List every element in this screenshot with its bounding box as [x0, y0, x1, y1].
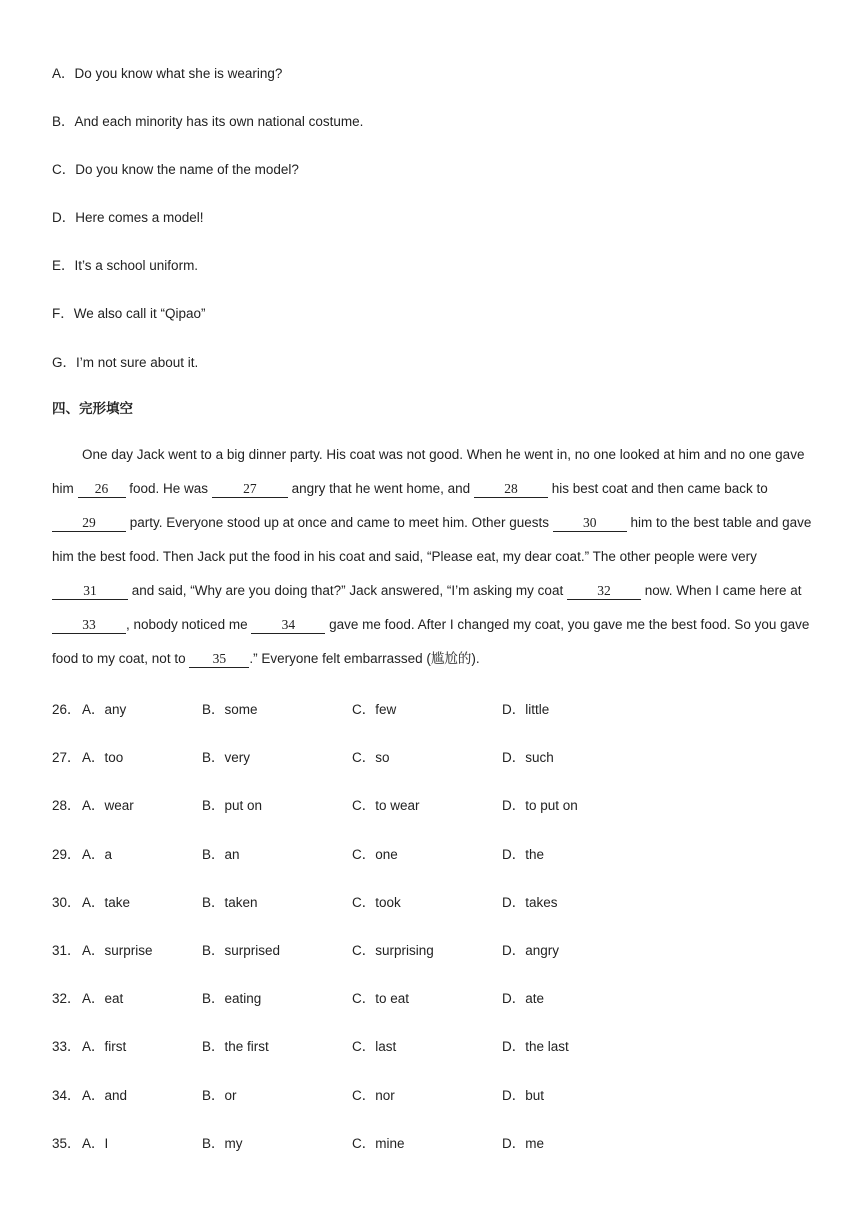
choice-b: B．eating [202, 991, 262, 1006]
choice-d: D．angry [502, 943, 560, 958]
option-g: G．I’m not sure about it. [52, 355, 199, 370]
passage-text: .” Everyone felt embarrassed (尴尬的). [249, 651, 480, 666]
question-number: 27． [52, 750, 81, 765]
choice-c: C．to wear [352, 798, 420, 813]
blank-28: 28 [474, 481, 548, 498]
passage-text: him to the best table and gave him the best food. Then Jack put the food in his coat and said, “Please eat, my dear coat.” The other people were very [52, 515, 812, 564]
choice-a: A．wear [82, 798, 134, 813]
choice-b: B．surprised [202, 943, 281, 958]
blank-26: 26 [78, 481, 126, 498]
question-number: 34． [52, 1088, 81, 1103]
option-c: C．Do you know the name of the model? [52, 162, 299, 177]
blank-27: 27 [212, 481, 288, 498]
question-number: 29． [52, 847, 81, 862]
choice-c: C．mine [352, 1136, 405, 1151]
question-row [52, 1035, 752, 1055]
passage-text: , nobody noticed me [126, 617, 252, 632]
choice-a: A．surprise [82, 943, 153, 958]
choice-c: C．few [352, 702, 397, 717]
choice-c: C．nor [352, 1088, 395, 1103]
choice-b: B．very [202, 750, 251, 765]
question-row [52, 891, 752, 911]
choice-a: A．any [82, 702, 127, 717]
choice-a: A．too [82, 750, 124, 765]
blank-32: 32 [567, 583, 641, 600]
question-number: 35． [52, 1136, 81, 1151]
option-e: E．It’s a school uniform. [52, 258, 199, 273]
choice-d: D．me [502, 1136, 545, 1151]
question-row [52, 939, 752, 959]
question-number: 31． [52, 943, 81, 958]
section-title: 四、完形填空 [52, 401, 133, 416]
choice-c: C．took [352, 895, 401, 910]
blank-33: 33 [52, 617, 126, 634]
choice-b: B．some [202, 702, 258, 717]
passage-text: One day Jack went to a big dinner party. His coat was not good. When he went in, no one looked at him and no one gave him [52, 447, 805, 496]
choice-c: C．surprising [352, 943, 434, 958]
choice-d: D．the last [502, 1039, 569, 1054]
choice-b: B．an [202, 847, 240, 862]
question-row [52, 1084, 752, 1104]
blank-31: 31 [52, 583, 128, 600]
question-row [52, 794, 752, 814]
blank-29: 29 [52, 515, 126, 532]
choice-b: B．or [202, 1088, 237, 1103]
blank-35: 35 [189, 651, 249, 668]
option-f: F．We also call it “Qipao” [52, 306, 206, 321]
cloze-passage [52, 438, 812, 676]
choice-a: A．I [82, 1136, 109, 1151]
passage-text: his best coat and then came back to [547, 481, 768, 496]
question-row [52, 987, 752, 1007]
choice-c: C．last [352, 1039, 397, 1054]
choice-c: C．one [352, 847, 398, 862]
choice-d: D．little [502, 702, 550, 717]
choice-d: D．the [502, 847, 545, 862]
choice-d: D．to put on [502, 798, 578, 813]
choice-b: B．taken [202, 895, 258, 910]
choice-d: D．takes [502, 895, 558, 910]
passage-text: gave me food. After I changed my coat, you gave me the best food. So you gave food to my coat, not to [52, 617, 810, 666]
choice-b: B．put on [202, 798, 263, 813]
choice-b: B．the first [202, 1039, 269, 1054]
choice-a: A．eat [82, 991, 124, 1006]
choice-d: D．such [502, 750, 554, 765]
question-row [52, 1132, 752, 1152]
question-number: 30． [52, 895, 81, 910]
choice-a: A．and [82, 1088, 128, 1103]
option-a: A．Do you know what she is wearing? [52, 66, 283, 81]
choice-a: A．first [82, 1039, 127, 1054]
option-b: B．And each minority has its own national costume. [52, 114, 364, 129]
question-row [52, 698, 752, 718]
blank-30: 30 [553, 515, 627, 532]
passage-text: angry that he went home, and [287, 481, 474, 496]
choice-c: C．so [352, 750, 390, 765]
question-number: 33． [52, 1039, 81, 1054]
question-number: 32． [52, 991, 81, 1006]
passage-text: food. He was [125, 481, 212, 496]
choice-c: C．to eat [352, 991, 410, 1006]
choice-a: A．take [82, 895, 131, 910]
blank-34: 34 [251, 617, 325, 634]
option-d: D．Here comes a model! [52, 210, 204, 225]
question-row [52, 843, 752, 863]
passage-text: and said, “Why are you doing that?” Jack answered, “I’m asking my coat [128, 583, 567, 598]
choice-d: D．ate [502, 991, 545, 1006]
question-row [52, 746, 752, 766]
choice-d: D．but [502, 1088, 545, 1103]
passage-text: now. When I came here at [640, 583, 802, 598]
choice-b: B．my [202, 1136, 243, 1151]
passage-text: party. Everyone stood up at once and came to meet him. Other guests [126, 515, 553, 530]
choice-a: A．a [82, 847, 113, 862]
question-number: 28． [52, 798, 81, 813]
question-number: 26． [52, 702, 81, 717]
